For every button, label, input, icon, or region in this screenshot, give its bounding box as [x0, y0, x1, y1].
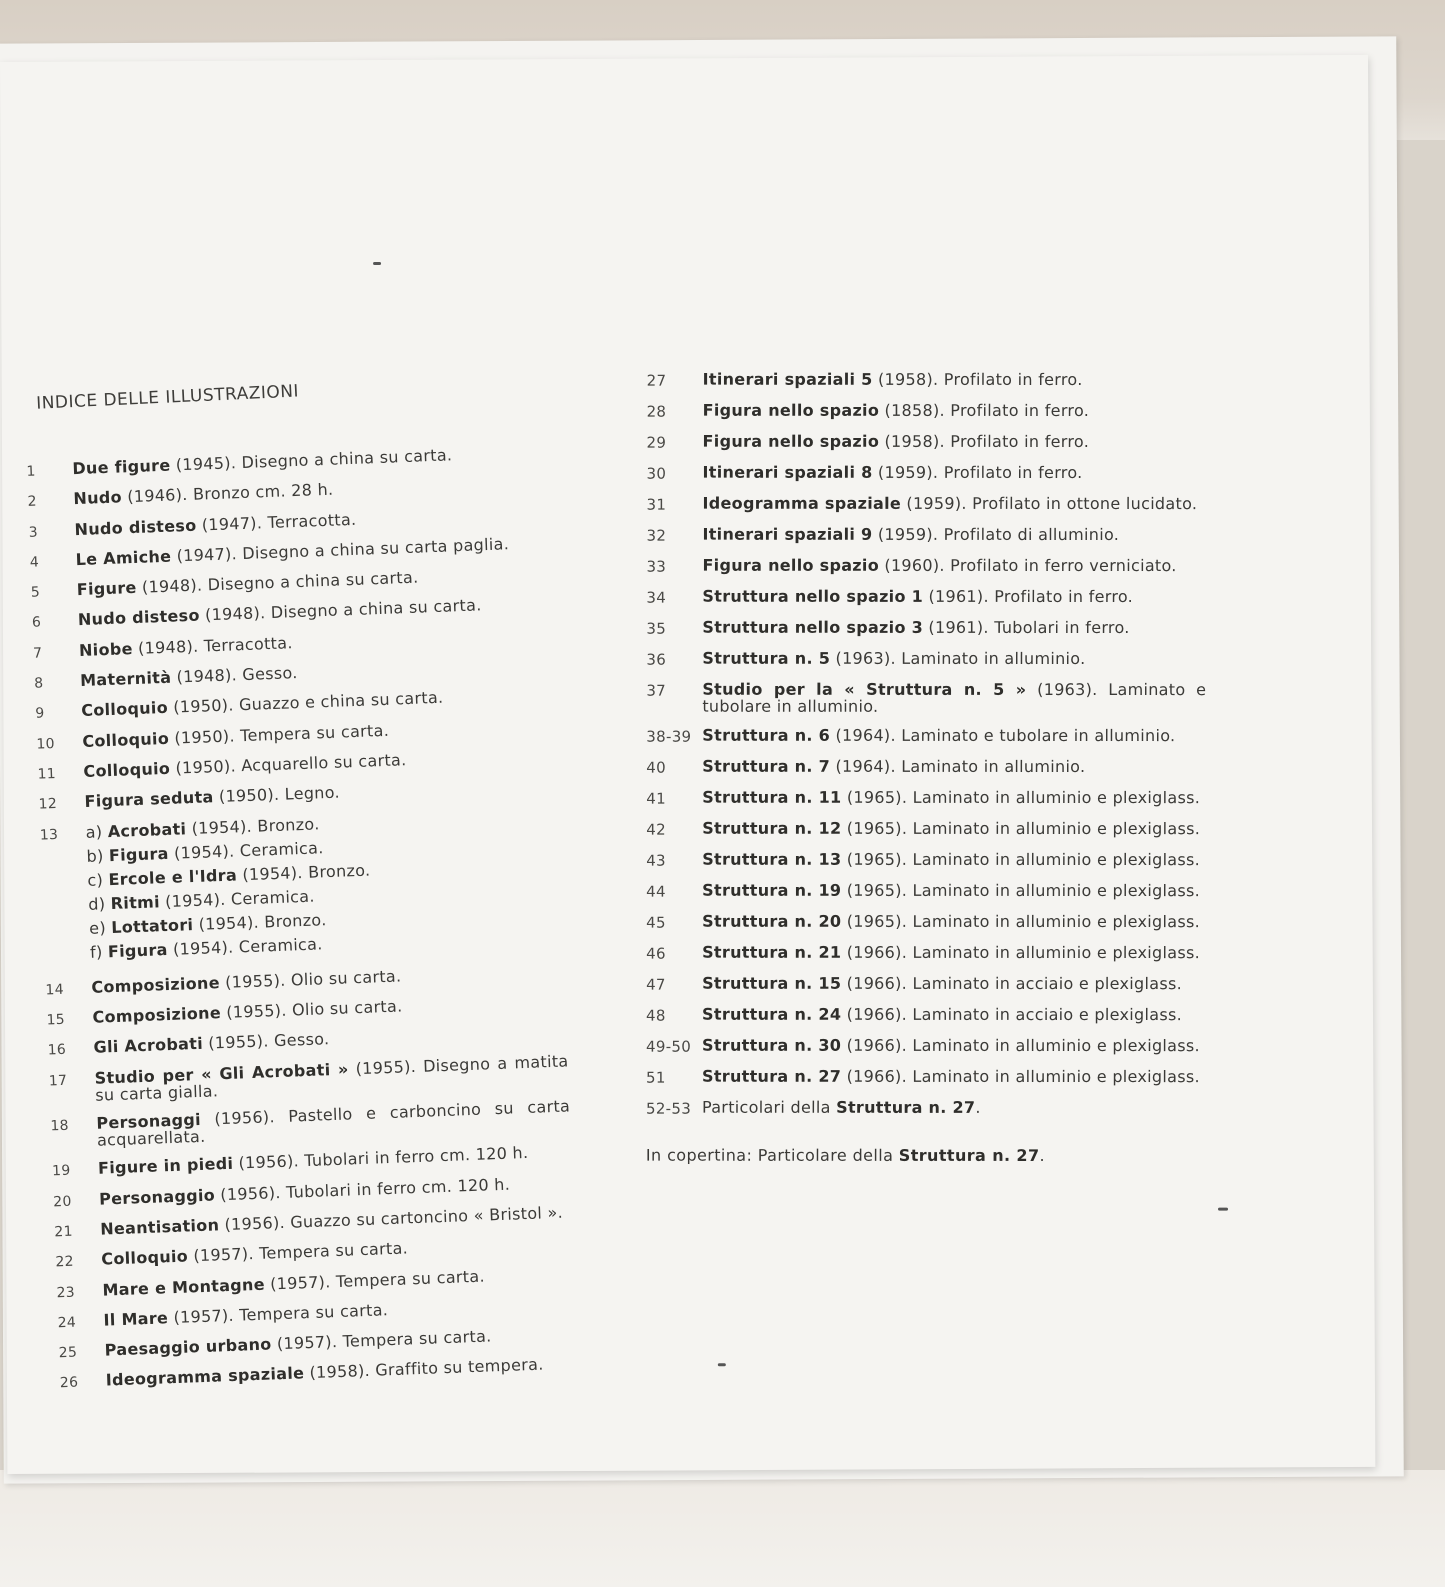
entry-text — [702, 820, 1206, 839]
entry-title: Struttura n. 21 — [702, 942, 842, 962]
entry-title: Figura nello spazio — [702, 431, 880, 451]
index-entry — [647, 464, 1207, 483]
entry-description: (1961). Tubolari in ferro. — [923, 617, 1130, 638]
entry-number: 43 — [646, 851, 666, 870]
entry-title: Struttura n. 20 — [702, 911, 842, 931]
subitem-description: (1954). Bronzo. — [192, 909, 327, 934]
entry-description: (1965). Laminato in alluminio e plexiglass. — [841, 849, 1201, 870]
entry-number: 34 — [646, 588, 667, 607]
entry-prefix: Particolari della — [701, 1097, 837, 1117]
subitem-description: (1954). Ceramica. — [159, 886, 316, 911]
entry-text — [703, 433, 1207, 452]
subitem-letter: c) — [87, 869, 109, 890]
background-bottom — [0, 1470, 1445, 1587]
entry-number: 19 — [51, 1163, 71, 1180]
cover-prefix: In copertina: Particolare della — [645, 1145, 899, 1165]
entry-text — [91, 961, 565, 997]
subitem-letter: b) — [86, 845, 110, 866]
entry-text — [83, 746, 557, 782]
entry-number: 36 — [646, 650, 667, 669]
entry-description: (1948). Gesso. — [170, 663, 298, 687]
entry-description: (1959). Profilato di alluminio. — [872, 524, 1120, 545]
entry-description: (1961). Profilato in ferro. — [923, 586, 1134, 607]
entry-text — [703, 495, 1207, 514]
entry-text — [703, 402, 1207, 421]
entry-number: 47 — [646, 975, 666, 994]
left-column — [26, 443, 580, 1404]
entry-title: Figure — [76, 578, 137, 600]
entry-number: 48 — [646, 1006, 666, 1025]
entry-text — [702, 1006, 1206, 1025]
entry-description: (1956). Pastello e carboncino su carta acquarellata. — [96, 1096, 571, 1150]
entry-description: (1963). Laminato in alluminio. — [830, 648, 1086, 669]
entry-text — [72, 443, 546, 479]
entry-text — [75, 534, 549, 570]
entry-text — [94, 1052, 569, 1103]
entry-number: 4 — [29, 554, 40, 571]
entry-text — [79, 624, 553, 660]
subitem-letter: d) — [87, 893, 112, 914]
entry-description: (1950). Legno. — [213, 782, 341, 807]
entry-title: Figura seduta — [84, 787, 214, 812]
entry-number: 25 — [58, 1344, 78, 1362]
entry-description: (1947). Disegno a china su carta paglia. — [170, 534, 510, 566]
index-entry-13 — [39, 806, 564, 969]
entry-description: (1956). Guazzo su cartoncino « Bristol ». — [218, 1202, 564, 1235]
entry-description: (1958). Graffito su tempera. — [303, 1354, 544, 1383]
subitem-title: Ritmi — [110, 891, 161, 913]
entry-number: 52-53 — [645, 1099, 692, 1118]
entry-description: (1958). Profilato in ferro. — [872, 369, 1083, 389]
left-list-part-2 — [45, 961, 580, 1392]
entry-title: Itinerari spaziali 5 — [702, 369, 873, 389]
entry-text — [100, 1203, 574, 1239]
entry-title: Nudo disteso — [77, 606, 201, 630]
entry-title: Maternità — [79, 667, 172, 691]
entry-number: 3 — [28, 524, 39, 541]
entry-text — [702, 681, 1206, 715]
entry-number: 45 — [646, 913, 666, 932]
right-column — [646, 371, 1207, 1165]
index-entry — [646, 619, 1206, 638]
entry-text — [103, 1294, 577, 1330]
entry-number: 35 — [646, 619, 667, 638]
entry-number: 2 — [27, 493, 38, 511]
entry-title: Figura nello spazio — [702, 400, 880, 420]
entry-description: (1960). Profilato in ferro verniciato. — [879, 555, 1177, 576]
entry-number: 23 — [56, 1284, 76, 1301]
index-entry — [646, 975, 1206, 994]
entry-number: 20 — [52, 1193, 72, 1211]
entry-description: (1966). Laminato in alluminio e plexiglass. — [841, 1035, 1200, 1056]
subitem-letter: e) — [88, 917, 112, 938]
entry-description: (1948). Disegno a china su carta. — [136, 567, 419, 598]
entry-number: 30 — [646, 464, 667, 483]
entry-title: Studio per « Gli Acrobati » — [94, 1059, 349, 1088]
entry-number: 17 — [48, 1072, 68, 1090]
entry-title: Niobe — [78, 638, 134, 660]
index-entry — [646, 944, 1206, 963]
entry-title: Struttura n. 27 — [836, 1097, 976, 1117]
entry-description: (1950). Acquarello su carta. — [169, 750, 407, 778]
index-entry — [646, 1006, 1206, 1025]
entry-text — [703, 371, 1207, 390]
entry-text — [702, 650, 1206, 669]
entry-sublist — [85, 806, 564, 967]
index-entry — [647, 371, 1207, 390]
entry-description: (1957). Tempera su carta. — [271, 1326, 492, 1354]
subitem-title: Figura — [108, 843, 170, 865]
entry-text — [702, 727, 1206, 746]
index-entry — [646, 557, 1206, 576]
entry-title: Struttura n. 12 — [702, 818, 842, 838]
entry-description: (1964). Laminato in alluminio. — [830, 756, 1086, 777]
index-entry — [646, 820, 1206, 839]
entry-number: 16 — [47, 1042, 67, 1059]
entry-title: Nudo — [73, 487, 123, 509]
entry-text — [702, 944, 1206, 963]
subitem-letter: a) — [85, 821, 109, 842]
entry-text — [702, 588, 1206, 607]
subitem-description: (1954). Bronzo. — [236, 860, 371, 884]
index-entry — [646, 526, 1206, 545]
entry-number: 49-50 — [646, 1037, 692, 1056]
entry-title: Ideogramma spaziale — [105, 1363, 305, 1390]
entry-text — [73, 473, 547, 509]
index-entry — [646, 588, 1206, 607]
entry-title: Struttura n. 30 — [702, 1035, 842, 1055]
entry-number: 44 — [646, 882, 666, 901]
entry-title: Struttura n. 15 — [702, 973, 842, 993]
entry-description: (1956). Tubolari in ferro cm. 120 h. — [232, 1143, 529, 1174]
entry-title: Colloquio — [82, 728, 170, 751]
entry-number: 40 — [646, 758, 666, 777]
ink-speck — [373, 262, 381, 265]
entry-number: 27 — [646, 371, 667, 390]
index-entry — [646, 1037, 1206, 1056]
entry-number: 9 — [35, 705, 45, 723]
entry-text — [702, 1037, 1206, 1056]
index-title: INDICE DELLE ILLUSTRAZIONI — [35, 381, 300, 414]
entry-number: 6 — [31, 614, 42, 632]
entry-number: 14 — [45, 981, 65, 999]
entry-number: 31 — [646, 495, 667, 514]
entry-title: Il Mare — [103, 1308, 169, 1330]
entry-number: 5 — [30, 584, 41, 601]
entry-number: 1 — [26, 463, 36, 480]
entry-number: 41 — [646, 789, 666, 808]
entry-text — [702, 526, 1206, 545]
entry-title: Struttura n. 5 — [702, 648, 831, 668]
entry-description: (1955). Olio su carta. — [219, 966, 402, 992]
entry-text — [702, 913, 1206, 932]
entry-title: Paesaggio urbano — [104, 1334, 272, 1360]
right-list — [646, 371, 1207, 1087]
entry-title: Studio per la « Struttura n. 5 » — [702, 679, 1027, 699]
entry-description: (1947). Terracotta. — [196, 509, 357, 535]
entry-title: Le Amiche — [75, 546, 172, 570]
entry-title: Struttura nello spazio 1 — [702, 586, 924, 606]
entry-description: (1955). Olio su carta. — [220, 996, 403, 1023]
index-entry — [647, 402, 1207, 421]
index-entry — [646, 913, 1206, 932]
entry-number: 12 — [38, 796, 58, 813]
entry-title: Figure in piedi — [97, 1154, 234, 1179]
entry-title: Due figure — [72, 455, 171, 479]
entry-description: (1956). Tubolari in ferro cm. 120 h. — [214, 1174, 511, 1205]
subitem-description: (1954). Ceramica. — [168, 837, 324, 863]
entry-text — [702, 1099, 1206, 1118]
entry-text — [84, 776, 558, 812]
entry-number: 18 — [50, 1117, 70, 1135]
cover-suffix: . — [1039, 1145, 1046, 1165]
entry-title: Itinerari spaziali 9 — [702, 524, 873, 544]
entry-suffix: . — [975, 1097, 981, 1117]
index-entry — [48, 1052, 569, 1105]
entry-description: (1965). Laminato in alluminio e plexiglass. — [841, 818, 1201, 839]
entry-number: 24 — [57, 1314, 77, 1332]
index-entry — [647, 433, 1207, 452]
subitem-letter: f) — [89, 941, 109, 962]
index-entry — [646, 789, 1206, 808]
entry-text — [702, 758, 1206, 777]
index-entry — [646, 882, 1206, 901]
entry-description: (1959). Profilato in ferro. — [872, 462, 1083, 482]
entry-description: (1957). Tempera su carta. — [167, 1300, 389, 1328]
entry-title: Itinerari spaziali 8 — [702, 462, 873, 482]
entry-number: 21 — [54, 1223, 74, 1241]
index-entry-52-53 — [646, 1099, 1206, 1118]
entry-number: 28 — [646, 402, 667, 421]
entry-number: 13 — [39, 826, 59, 844]
entry-title: Struttura n. 11 — [702, 787, 842, 807]
subitem-description: (1954). Bronzo. — [185, 813, 320, 838]
entry-text — [703, 464, 1207, 483]
entry-text — [96, 1097, 571, 1148]
entry-title: Colloquio — [83, 758, 171, 781]
subitem-title: Ercole e l'Idra — [108, 864, 238, 889]
entry-description: (1965). Laminato in alluminio e plexiglass. — [841, 911, 1201, 932]
index-entry — [646, 681, 1206, 715]
entry-description: (1964). Laminato e tubolare in alluminio. — [830, 725, 1176, 746]
entry-description: (1945). Disegno a china su carta. — [170, 445, 453, 475]
entry-description: (1959). Profilato in ottone lucidato. — [901, 493, 1198, 514]
index-entry — [646, 851, 1206, 870]
entry-title: Mare e Montagne — [102, 1274, 266, 1300]
entry-title: Struttura n. 13 — [702, 849, 842, 869]
entry-description: (1946). Bronzo cm. 28 h. — [121, 479, 334, 507]
book-page — [0, 55, 1375, 1474]
entry-title: Nudo disteso — [74, 515, 197, 539]
ink-speck — [718, 1363, 726, 1366]
entry-title: Struttura nello spazio 3 — [702, 617, 924, 637]
entry-description: (1950). Tempera su carta. — [168, 720, 390, 748]
index-entry — [60, 1355, 580, 1393]
entry-number: 38-39 — [646, 727, 692, 746]
left-list-part-1 — [26, 443, 559, 814]
entry-text — [82, 715, 556, 751]
entry-number: 15 — [46, 1011, 66, 1029]
entry-title: Personaggi — [96, 1109, 202, 1133]
entry-description: (1950). Guazzo e china su carta. — [167, 688, 444, 718]
entry-title: Struttura n. 7 — [702, 756, 831, 776]
entry-title: Composizione — [92, 1003, 222, 1027]
entry-text — [80, 655, 554, 691]
entry-text — [702, 882, 1206, 901]
entry-description: (1955). Gesso. — [202, 1029, 330, 1054]
entry-title: Colloquio — [80, 698, 169, 721]
entry-text — [101, 1234, 575, 1270]
entry-title: Personaggio — [98, 1185, 216, 1209]
entry-description: (1858). Profilato in ferro. — [879, 400, 1090, 421]
entry-text — [105, 1355, 579, 1391]
entry-text — [92, 992, 566, 1028]
entry-text — [702, 1068, 1206, 1087]
entry-description: (1966). Laminato in alluminio e plexiglass. — [841, 942, 1201, 963]
entry-description: (1965). Laminato in alluminio e plexiglass. — [841, 880, 1201, 901]
subitem-title: Acrobati — [107, 818, 187, 841]
entry-text — [702, 975, 1206, 994]
entry-description: (1966). Laminato in alluminio e plexiglass. — [841, 1066, 1200, 1087]
entry-title: Ideogramma spaziale — [702, 493, 902, 513]
entry-title: Struttura n. 19 — [702, 880, 842, 900]
entry-number: 26 — [59, 1375, 79, 1392]
entry-number: 8 — [33, 675, 44, 692]
entry-title: Struttura n. 24 — [702, 1004, 842, 1024]
entry-number: 32 — [646, 526, 667, 545]
entry-number: 33 — [646, 557, 667, 576]
entry-number: 22 — [55, 1253, 75, 1271]
entry-text — [102, 1264, 576, 1300]
entry-number: 46 — [646, 944, 666, 963]
entry-title: Gli Acrobati — [93, 1034, 204, 1058]
entry-number: 11 — [37, 765, 57, 783]
entry-description: (1965). Laminato in alluminio e plexiglass. — [841, 787, 1201, 808]
index-entry — [646, 758, 1206, 777]
index-entry — [50, 1097, 571, 1150]
entry-description: (1966). Laminato in acciaio e plexiglass. — [841, 973, 1183, 994]
subitem-description: (1954). Ceramica. — [167, 933, 323, 959]
entry-text — [81, 685, 555, 721]
subitem-title: Figura — [107, 939, 169, 961]
entry-number: 7 — [32, 645, 43, 662]
entry-text — [702, 557, 1206, 576]
entry-title: Figura nello spazio — [702, 555, 880, 575]
entry-title: Neantisation — [99, 1215, 220, 1239]
entry-text — [702, 789, 1206, 808]
index-entry — [647, 495, 1207, 514]
entry-description: (1966). Laminato in acciaio e plexiglass. — [841, 1004, 1182, 1025]
entry-number: 10 — [36, 735, 56, 753]
entry-title: Composizione — [91, 972, 221, 997]
entry-title: Struttura n. 27 — [702, 1066, 842, 1086]
entry-description: (1955). Disegno a matita su carta gialla. — [94, 1051, 569, 1105]
subitem-title: Lottatori — [110, 914, 194, 937]
entry-number: 37 — [646, 681, 667, 700]
entry-number: 29 — [646, 433, 667, 452]
entry-description: (1963). Laminato e tubolare in alluminio. — [702, 679, 1207, 716]
entry-title: Struttura n. 6 — [702, 725, 831, 745]
index-entry — [646, 1068, 1206, 1087]
cover-title: Struttura n. 27 — [898, 1145, 1040, 1165]
index-entry — [646, 727, 1206, 746]
entry-number: 51 — [645, 1068, 666, 1087]
entry-description: (1948). Disegno a china su carta. — [199, 595, 482, 626]
entry-description: (1948). Terracotta. — [132, 633, 293, 658]
entry-text — [702, 619, 1206, 638]
ink-speck — [1218, 1208, 1228, 1211]
entry-description: (1957). Tempera su carta. — [187, 1238, 409, 1266]
entry-description: (1957). Tempera su carta. — [264, 1266, 486, 1294]
entry-number: 42 — [646, 820, 666, 839]
entry-text — [78, 594, 552, 630]
cover-note — [646, 1146, 1206, 1165]
entry-title: Colloquio — [101, 1246, 189, 1269]
entry-text — [702, 851, 1206, 870]
entry-description: (1958). Profilato in ferro. — [879, 431, 1090, 452]
index-entry — [646, 650, 1206, 669]
